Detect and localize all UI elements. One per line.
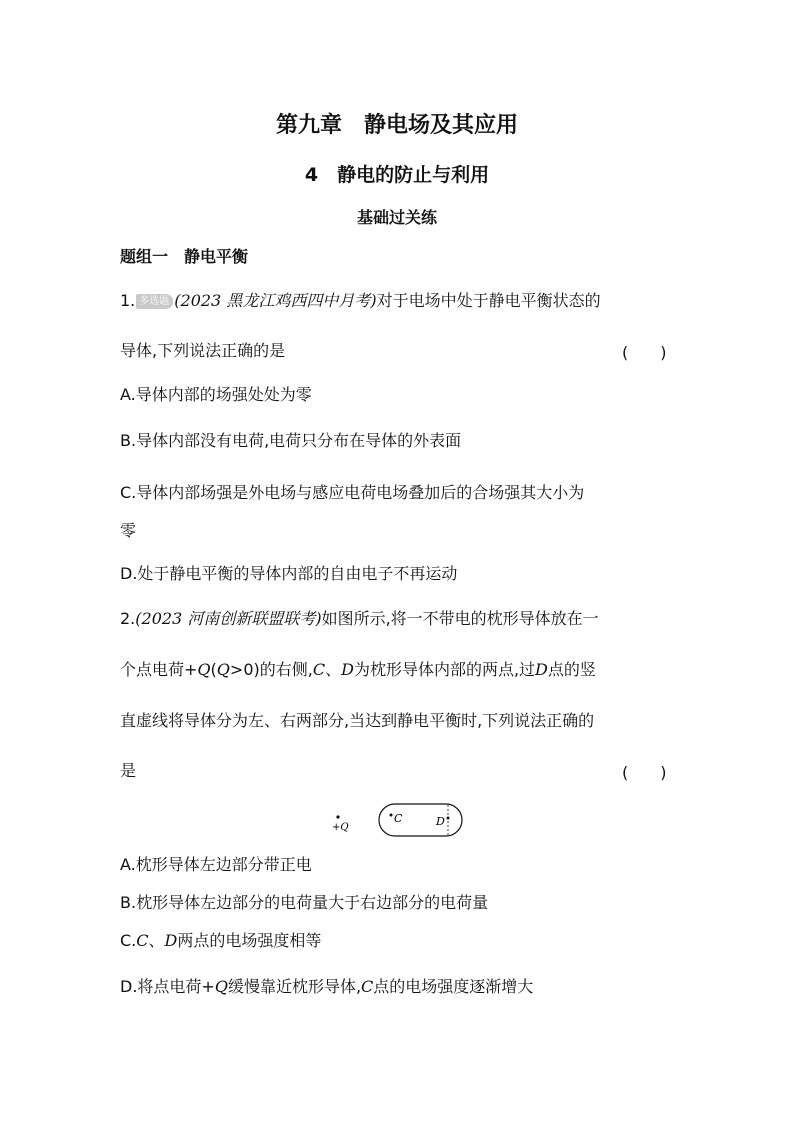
option-text: C. <box>120 931 137 950</box>
stem-text: >0)的右侧, <box>229 660 313 679</box>
question-2-line-1 <box>120 608 599 630</box>
group-title: 题组一 静电平衡 <box>120 247 249 266</box>
point-d-dot <box>447 817 450 820</box>
symbol-c: C <box>136 931 149 950</box>
option-text: 点的电场强度逐渐增大 <box>373 977 534 996</box>
symbol-c: C <box>361 977 374 996</box>
option-b: B.导体内部没有电荷,电荷只分布在导体的外表面 <box>120 431 462 450</box>
q2-option-b: B.枕形导体左边部分的电荷量大于右边部分的电荷量 <box>120 893 489 912</box>
point-charge-dot <box>336 815 339 818</box>
option-c: C.导体内部场强是外电场与感应电荷电场叠加后的合场强其大小为 <box>120 483 585 502</box>
q2-option-d <box>120 976 533 998</box>
stem-text: 为枕形导体内部的两点,过 <box>353 660 536 679</box>
stem-text: 个点电荷+ <box>120 660 198 679</box>
multi-choice-tag: 多选题 <box>136 294 173 309</box>
chapter-title: 第九章 静电场及其应用 <box>275 113 518 138</box>
point-c-dot <box>390 814 393 817</box>
symbol-d: D <box>535 660 548 679</box>
symbol-q: Q <box>197 660 211 679</box>
stem-text: ( <box>210 660 217 679</box>
option-text: 缓慢靠近枕形导体, <box>227 977 362 996</box>
exercise-subtitle: 基础过关练 <box>356 208 437 227</box>
question-number: 1. <box>120 291 136 310</box>
option-text: D.将点电荷+ <box>120 977 215 996</box>
question-1-line-1 <box>120 290 601 312</box>
symbol-d: D <box>341 660 354 679</box>
option-d: D.处于静电平衡的导体内部的自由电子不再运动 <box>120 564 458 583</box>
pillow-conductor <box>379 804 462 836</box>
question-2-line-2 <box>120 659 596 681</box>
answer-bracket-2: ( ) <box>622 763 667 782</box>
pillow-conductor-figure <box>322 798 472 844</box>
question-source: (2023 黑龙江鸡西四中月考) <box>174 291 377 310</box>
question-stem: 对于电场中处于静电平衡状态的 <box>376 291 601 310</box>
answer-bracket-1: ( ) <box>622 343 667 362</box>
option-text: 两点的电场强度相等 <box>177 931 322 950</box>
question-source: (2023 河南创新联盟联考) <box>135 609 322 628</box>
question-2-line-4: 是 <box>120 761 137 780</box>
symbol-c: C <box>312 660 326 679</box>
point-d-label: D <box>436 815 445 828</box>
section-title: 4 静电的防止与利用 <box>304 164 490 186</box>
question-number: 2. <box>120 609 136 628</box>
option-a: A.导体内部的场强处处为零 <box>120 385 312 404</box>
charge-label: +Q <box>332 822 349 833</box>
question-1-line-2: 导体,下列说法正确的是 <box>120 341 286 360</box>
question-stem: 如图所示,将一不带电的枕形导体放在一 <box>321 609 599 628</box>
point-c-label: C <box>394 812 403 825</box>
symbol-q: Q <box>214 977 228 996</box>
question-2-line-3: 直虚线将导体分为左、右两部分,当达到静电平衡时,下列说法正确的 <box>120 711 595 730</box>
q2-option-a: A.枕形导体左边部分带正电 <box>120 855 312 874</box>
q2-option-c <box>120 930 321 952</box>
symbol-d: D <box>164 931 178 950</box>
symbol-q: Q <box>216 660 230 679</box>
option-text: 、 <box>148 931 165 950</box>
option-c-continued: 零 <box>120 521 137 540</box>
stem-text: 、 <box>325 660 342 679</box>
stem-text: 点的竖 <box>547 660 596 679</box>
